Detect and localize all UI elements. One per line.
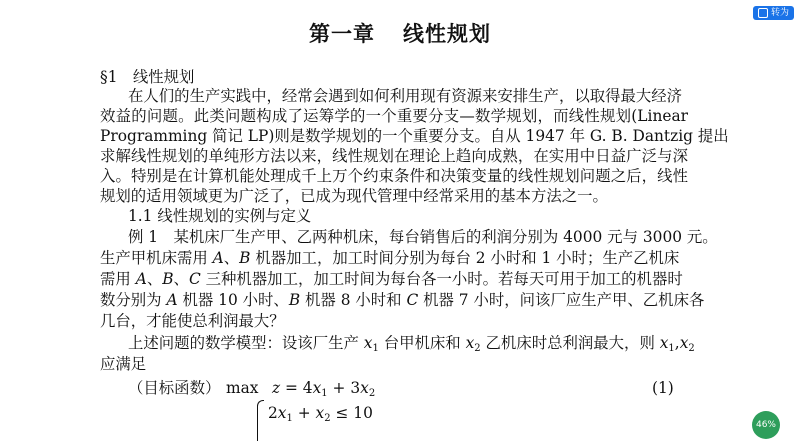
machine-var: C: [188, 270, 201, 288]
text: 机器 8 小时和: [300, 291, 407, 309]
example-line: [100, 248, 679, 268]
subscript: 1: [668, 343, 675, 354]
model-line: 应满足: [100, 355, 147, 373]
text: 机器加工，加工时间分别为每台 2 小时和 1 小时；生产乙机床: [250, 249, 680, 267]
chapter-name: 线性规划: [403, 22, 491, 46]
paragraph-line: 效益的问题。此类问题构成了运筹学的一个重要分支—数学规划，而线性规划(Linear: [100, 107, 688, 125]
var-z: z: [272, 379, 281, 397]
text: 机器 10 小时、: [177, 291, 289, 309]
subscript: 2: [474, 343, 481, 354]
machine-var: B: [239, 249, 251, 267]
paragraph-line: Programming 简记 LP)则是数学规划的一个重要分支。自从 1947 年 G. B. Dantzig 提出: [100, 127, 729, 145]
subscript: 2: [688, 343, 695, 354]
text: 上述问题的数学模型：设该厂生产: [128, 334, 364, 352]
var-x1: x: [277, 404, 287, 422]
text: ,: [674, 334, 680, 352]
subscript: 1: [372, 343, 379, 354]
convert-label: 转为: [770, 8, 789, 18]
example-line: 例 1 某机床厂生产甲、乙两种机床，每台销售后的利润分别为 4000 元与 3000 元。: [128, 228, 718, 246]
equation-number: (1): [652, 379, 674, 397]
machine-var: A: [212, 249, 224, 267]
machine-var: B: [288, 291, 301, 309]
text: 、: [146, 270, 163, 288]
example-line: 几台，才能使总利润最大？: [100, 312, 285, 330]
text: 生产甲机床需用: [100, 249, 213, 267]
machine-var: C: [406, 291, 419, 309]
text: 数分别为: [100, 291, 167, 309]
objective-label: （目标函数）: [128, 379, 221, 397]
paragraph-line: 在人们的生产实践中，经常会遇到如何利用现有资源来安排生产，以取得最大经济: [128, 87, 683, 105]
var-x1: x: [659, 334, 669, 352]
objective-expression: [272, 378, 375, 404]
var-x1: x: [312, 379, 322, 397]
subsection-heading: 1.1 线性规划的实例与定义: [128, 207, 312, 225]
text: 三种机器加工，加工时间为每台各一小时。若每天可用于加工的机器时: [200, 270, 683, 288]
machine-var: A: [135, 270, 147, 288]
machine-var: B: [162, 270, 174, 288]
text: + 3: [327, 379, 361, 397]
example-line: [100, 269, 683, 289]
text: 乙机床时总利润最大，则: [480, 334, 660, 352]
machine-var: A: [166, 291, 178, 309]
var-x2: x: [315, 404, 325, 422]
text: 台甲机床和: [378, 334, 466, 352]
text: 、: [173, 270, 189, 288]
convert-button[interactable]: [753, 6, 794, 20]
paragraph-line: 入。特别是在计算机能处理成千上万个约束条件和决策变量的线性规划问题之后，线性: [100, 167, 688, 185]
text: 2: [268, 404, 278, 422]
paragraph-line: 规划的适用领域更为广泛了，已成为现代管理中经常采用的基本方法之一。: [100, 187, 608, 205]
zoom-indicator[interactable]: 46%: [752, 411, 780, 439]
subscript: 1: [286, 413, 293, 424]
var-x2: x: [465, 334, 475, 352]
section-heading: §1 线性规划: [100, 68, 195, 86]
text: 需用: [100, 270, 136, 288]
objective-max: max: [226, 379, 259, 397]
text: 机器 7 小时，问该厂应生产甲、乙机床各: [418, 291, 705, 309]
chapter-number: 第一章: [309, 22, 375, 46]
subscript: 1: [321, 388, 328, 399]
constraint-line: [268, 403, 373, 429]
example-line: [100, 290, 704, 310]
var-x2: x: [360, 379, 369, 397]
var-x2: x: [679, 334, 689, 352]
text: ≤ 10: [330, 404, 373, 422]
subscript: 2: [368, 388, 376, 399]
document-icon: [758, 8, 768, 18]
text: 、: [223, 249, 240, 267]
text: = 4: [280, 379, 313, 397]
model-line: [128, 333, 695, 359]
paragraph-line: 求解线性规划的单纯形方法以来，线性规划在理论上趋向成熟，在实用中日益广泛与深: [100, 147, 688, 165]
subscript: 2: [324, 413, 331, 424]
var-x1: x: [363, 334, 373, 352]
chapter-title: [0, 18, 800, 48]
text: +: [292, 404, 316, 422]
